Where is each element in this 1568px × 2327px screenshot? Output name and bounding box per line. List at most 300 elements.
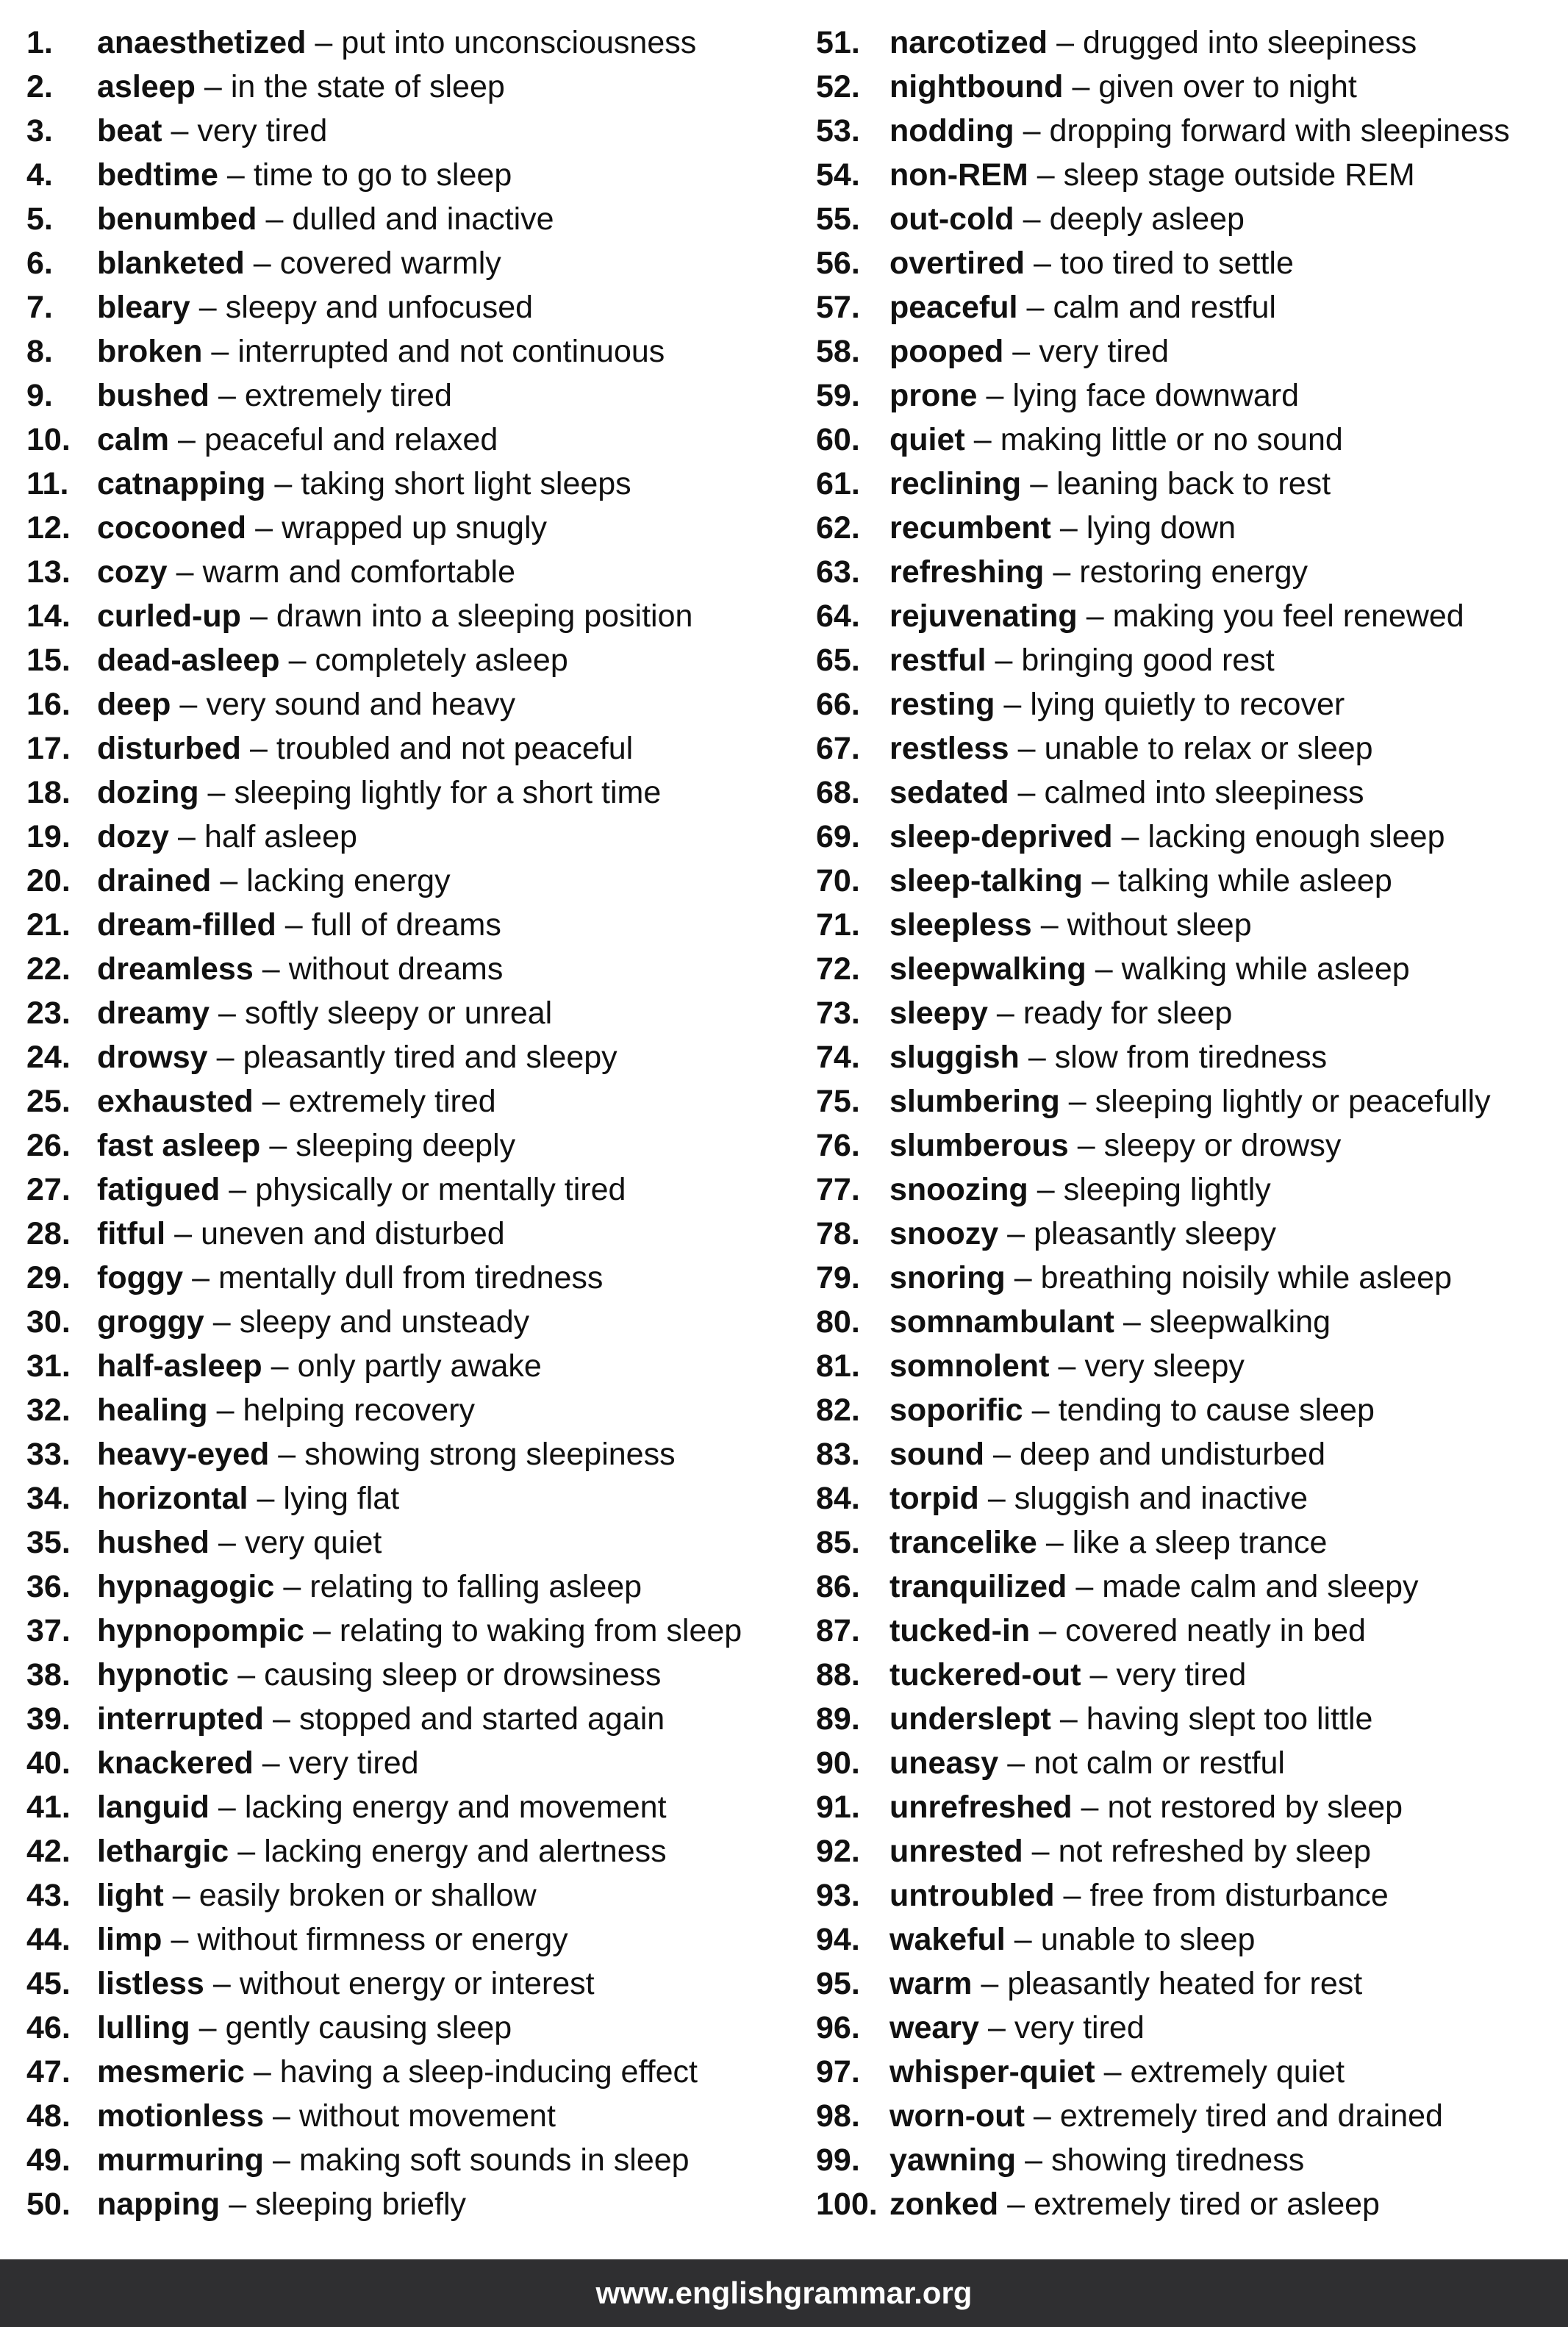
list-item bbox=[26, 1565, 742, 1609]
entry-separator: – bbox=[218, 1790, 236, 1825]
list-item bbox=[26, 21, 742, 65]
list-item bbox=[26, 991, 742, 1035]
entry-number: 23. bbox=[26, 996, 71, 1031]
entry-separator: – bbox=[269, 1128, 287, 1163]
list-item bbox=[26, 815, 742, 859]
entry-definition: without sleep bbox=[1067, 907, 1252, 943]
entry-separator: – bbox=[198, 290, 217, 325]
entry-definition: lacking energy bbox=[246, 863, 451, 898]
entry-definition: dulled and inactive bbox=[292, 201, 554, 237]
list-item bbox=[816, 197, 1510, 241]
entry-definition: helping recovery bbox=[243, 1393, 476, 1428]
entry-separator: – bbox=[257, 1481, 275, 1516]
entry-word: light bbox=[97, 1878, 164, 1913]
entry-number: 91. bbox=[816, 1790, 860, 1825]
entry-word: cozy bbox=[97, 554, 168, 590]
entry-number: 17. bbox=[26, 731, 71, 766]
list-item bbox=[26, 1035, 742, 1079]
entry-separator: – bbox=[207, 775, 226, 810]
entry-separator: – bbox=[1039, 1613, 1057, 1648]
entry-separator: – bbox=[218, 996, 236, 1031]
entry-number: 30. bbox=[26, 1304, 71, 1340]
entry-word: deep bbox=[97, 687, 171, 722]
entry-number: 3. bbox=[26, 113, 53, 149]
entry-number: 22. bbox=[26, 951, 71, 987]
entry-separator: – bbox=[981, 1966, 999, 2001]
entry-word: exhausted bbox=[97, 1084, 254, 1119]
entry-definition: peaceful and relaxed bbox=[204, 422, 498, 457]
list-item bbox=[26, 1609, 742, 1653]
list-item bbox=[26, 1785, 742, 1829]
entry-number: 58. bbox=[816, 334, 860, 369]
entry-definition: unable to relax or sleep bbox=[1044, 731, 1373, 766]
entry-separator: – bbox=[1037, 1172, 1055, 1207]
entry-number: 2. bbox=[26, 69, 53, 104]
entry-separator: – bbox=[993, 1437, 1011, 1472]
entry-separator: – bbox=[172, 1878, 190, 1913]
list-item bbox=[816, 1520, 1510, 1565]
entry-word: lulling bbox=[97, 2010, 190, 2045]
list-item bbox=[26, 2138, 742, 2182]
entry-word: hypnagogic bbox=[97, 1569, 275, 1604]
entry-number: 7. bbox=[26, 290, 53, 325]
entry-definition: deep and undisturbed bbox=[1019, 1437, 1325, 1472]
entry-number: 69. bbox=[816, 819, 860, 854]
entry-separator: – bbox=[212, 1966, 231, 2001]
list-item bbox=[26, 1917, 742, 1962]
entry-word: drained bbox=[97, 863, 212, 898]
entry-number: 94. bbox=[816, 1922, 860, 1957]
entry-definition: uneven and disturbed bbox=[201, 1216, 505, 1251]
entry-separator: – bbox=[1123, 1304, 1141, 1340]
list-item bbox=[26, 285, 742, 329]
list-item bbox=[26, 1300, 742, 1344]
entry-definition: sleeping deeply bbox=[296, 1128, 516, 1163]
entry-word: quiet bbox=[889, 422, 965, 457]
entry-number: 74. bbox=[816, 1040, 860, 1075]
list-item bbox=[26, 594, 742, 638]
entry-word: broken bbox=[97, 334, 203, 369]
entry-definition: physically or mentally tired bbox=[255, 1172, 626, 1207]
entry-number: 33. bbox=[26, 1437, 71, 1472]
word-list-left-column bbox=[26, 21, 742, 2226]
entry-number: 28. bbox=[26, 1216, 71, 1251]
entry-definition: like a sleep trance bbox=[1072, 1525, 1328, 1560]
entry-word: sound bbox=[889, 1437, 984, 1472]
entry-number: 38. bbox=[26, 1657, 71, 1692]
entry-number: 10. bbox=[26, 422, 71, 457]
list-item bbox=[816, 65, 1510, 109]
entry-separator: – bbox=[1103, 2054, 1122, 2090]
entry-separator: – bbox=[1059, 510, 1078, 546]
list-item bbox=[26, 506, 742, 550]
entry-number: 82. bbox=[816, 1393, 860, 1428]
entry-definition: ready for sleep bbox=[1023, 996, 1233, 1031]
entry-word: uneasy bbox=[889, 1745, 999, 1781]
entry-word: somnambulant bbox=[889, 1304, 1114, 1340]
entry-word: dozing bbox=[97, 775, 199, 810]
entry-separator: – bbox=[1017, 731, 1036, 766]
entry-number: 27. bbox=[26, 1172, 71, 1207]
entry-number: 85. bbox=[816, 1525, 860, 1560]
entry-definition: calm and restful bbox=[1053, 290, 1276, 325]
entry-separator: – bbox=[1063, 1878, 1081, 1913]
entry-separator: – bbox=[1086, 598, 1104, 634]
footer-bar bbox=[0, 2259, 1568, 2327]
entry-definition: talking while asleep bbox=[1117, 863, 1392, 898]
entry-word: restful bbox=[889, 643, 987, 678]
entry-number: 98. bbox=[816, 2098, 860, 2134]
entry-separator: – bbox=[253, 246, 271, 281]
entry-number: 21. bbox=[26, 907, 71, 943]
entry-word: refreshing bbox=[889, 554, 1045, 590]
entry-separator: – bbox=[253, 2054, 271, 2090]
entry-number: 13. bbox=[26, 554, 71, 590]
entry-number: 71. bbox=[816, 907, 860, 943]
entry-word: knackered bbox=[97, 1745, 254, 1781]
list-item bbox=[26, 1476, 742, 1520]
entry-separator: – bbox=[1028, 1040, 1046, 1075]
entry-number: 72. bbox=[816, 951, 860, 987]
entry-number: 14. bbox=[26, 598, 71, 634]
list-item bbox=[26, 638, 742, 682]
entry-number: 41. bbox=[26, 1790, 71, 1825]
entry-number: 18. bbox=[26, 775, 71, 810]
entry-separator: – bbox=[1081, 1790, 1099, 1825]
entry-definition: time to go to sleep bbox=[253, 157, 512, 193]
list-item bbox=[26, 153, 742, 197]
list-item bbox=[26, 1520, 742, 1565]
entry-separator: – bbox=[179, 687, 198, 722]
entry-number: 6. bbox=[26, 246, 53, 281]
entry-definition: extremely tired bbox=[288, 1084, 496, 1119]
entry-separator: – bbox=[1121, 819, 1139, 854]
entry-number: 36. bbox=[26, 1569, 71, 1604]
list-item bbox=[26, 65, 742, 109]
entry-number: 99. bbox=[816, 2142, 860, 2178]
entry-separator: – bbox=[1089, 1657, 1108, 1692]
entry-word: unrested bbox=[889, 1834, 1023, 1869]
list-item bbox=[816, 1256, 1510, 1300]
entry-separator: – bbox=[1030, 466, 1048, 501]
entry-definition: extremely quiet bbox=[1130, 2054, 1345, 2090]
entry-separator: – bbox=[1023, 201, 1041, 237]
entry-number: 90. bbox=[816, 1745, 860, 1781]
list-item bbox=[26, 1653, 742, 1697]
entry-separator: – bbox=[986, 378, 1004, 413]
entry-separator: – bbox=[1091, 863, 1109, 898]
entry-number: 65. bbox=[816, 643, 860, 678]
entry-definition: walking while asleep bbox=[1121, 951, 1410, 987]
entry-definition: very tired bbox=[1039, 334, 1170, 369]
footer-website-link[interactable]: www.englishgrammar.org bbox=[595, 2276, 973, 2310]
entry-word: benumbed bbox=[97, 201, 257, 237]
entry-word: catnapping bbox=[97, 466, 266, 501]
entry-number: 8. bbox=[26, 334, 53, 369]
entry-number: 43. bbox=[26, 1878, 71, 1913]
entry-separator: – bbox=[1031, 1834, 1050, 1869]
entry-word: recumbent bbox=[889, 510, 1051, 546]
entry-number: 50. bbox=[26, 2187, 71, 2222]
entry-definition: bringing good rest bbox=[1021, 643, 1275, 678]
entry-word: anaesthetized bbox=[97, 25, 307, 60]
list-item bbox=[816, 2138, 1510, 2182]
list-item bbox=[26, 726, 742, 771]
entry-definition: drugged into sleepiness bbox=[1083, 25, 1417, 60]
entry-word: sleep-deprived bbox=[889, 819, 1113, 854]
list-item bbox=[816, 594, 1510, 638]
entry-definition: interrupted and not continuous bbox=[237, 334, 665, 369]
list-item bbox=[26, 682, 742, 726]
entry-separator: – bbox=[176, 554, 194, 590]
entry-number: 66. bbox=[816, 687, 860, 722]
entry-separator: – bbox=[288, 643, 307, 678]
list-item bbox=[816, 638, 1510, 682]
entry-word: rejuvenating bbox=[889, 598, 1078, 634]
entry-word: listless bbox=[97, 1966, 204, 2001]
entry-definition: breathing noisily while asleep bbox=[1040, 1260, 1452, 1295]
entry-word: sleep-talking bbox=[889, 863, 1083, 898]
entry-separator: – bbox=[1007, 2187, 1025, 2222]
entry-definition: sluggish and inactive bbox=[1014, 1481, 1308, 1516]
entry-definition: unable to sleep bbox=[1040, 1922, 1256, 1957]
list-item bbox=[816, 1212, 1510, 1256]
entry-separator: – bbox=[1031, 1393, 1050, 1428]
list-item bbox=[26, 1256, 742, 1300]
entry-definition: showing strong sleepiness bbox=[304, 1437, 676, 1472]
entry-definition: warm and comfortable bbox=[202, 554, 515, 590]
entry-word: curled-up bbox=[97, 598, 241, 634]
entry-definition: made calm and sleepy bbox=[1102, 1569, 1419, 1604]
entry-number: 64. bbox=[816, 598, 860, 634]
entry-definition: making you feel renewed bbox=[1112, 598, 1464, 634]
entry-word: hypnotic bbox=[97, 1657, 229, 1692]
entry-separator: – bbox=[171, 1922, 189, 1957]
entry-number: 77. bbox=[816, 1172, 860, 1207]
entry-word: trancelike bbox=[889, 1525, 1037, 1560]
entry-definition: drawn into a sleeping position bbox=[276, 598, 693, 634]
entry-separator: – bbox=[1017, 775, 1036, 810]
entry-number: 46. bbox=[26, 2010, 71, 2045]
entry-definition: very sleepy bbox=[1084, 1348, 1245, 1384]
entry-definition: showing tiredness bbox=[1051, 2142, 1305, 2178]
entry-definition: without dreams bbox=[288, 951, 504, 987]
entry-definition: sleeping lightly for a short time bbox=[234, 775, 662, 810]
entry-word: hypnopompic bbox=[97, 1613, 304, 1648]
entry-number: 84. bbox=[816, 1481, 860, 1516]
list-item bbox=[26, 1829, 742, 1873]
list-item bbox=[816, 1300, 1510, 1344]
entry-word: sleepwalking bbox=[889, 951, 1086, 987]
list-item bbox=[816, 1741, 1510, 1785]
entry-word: bleary bbox=[97, 290, 190, 325]
entry-number: 47. bbox=[26, 2054, 71, 2090]
entry-word: sleepless bbox=[889, 907, 1032, 943]
entry-word: non-REM bbox=[889, 157, 1028, 193]
entry-definition: lacking energy and movement bbox=[244, 1790, 667, 1825]
word-list-right-column bbox=[816, 21, 1510, 2226]
entry-separator: – bbox=[1033, 2098, 1051, 2134]
entry-number: 63. bbox=[816, 554, 860, 590]
entry-separator: – bbox=[1045, 1525, 1064, 1560]
entry-definition: lying quietly to recover bbox=[1030, 687, 1345, 722]
entry-number: 31. bbox=[26, 1348, 71, 1384]
entry-separator: – bbox=[1026, 290, 1045, 325]
entry-definition: pleasantly sleepy bbox=[1034, 1216, 1276, 1251]
entry-separator: – bbox=[1034, 246, 1051, 281]
entry-word: out-cold bbox=[889, 201, 1014, 237]
entry-word: somnolent bbox=[889, 1348, 1050, 1384]
entry-separator: – bbox=[1075, 1569, 1094, 1604]
entry-word: healing bbox=[97, 1393, 208, 1428]
entry-word: weary bbox=[889, 2010, 979, 2045]
entry-word: reclining bbox=[889, 466, 1022, 501]
entry-word: bushed bbox=[97, 378, 210, 413]
list-item bbox=[816, 21, 1510, 65]
list-item bbox=[816, 903, 1510, 947]
entry-number: 44. bbox=[26, 1922, 71, 1957]
entry-number: 5. bbox=[26, 201, 53, 237]
entry-separator: – bbox=[1077, 1128, 1095, 1163]
entry-word: mesmeric bbox=[97, 2054, 245, 2090]
entry-number: 67. bbox=[816, 731, 860, 766]
entry-number: 97. bbox=[816, 2054, 860, 2090]
entry-definition: covered warmly bbox=[279, 246, 501, 281]
entry-number: 54. bbox=[816, 157, 860, 193]
entry-word: dozy bbox=[97, 819, 169, 854]
list-item bbox=[816, 462, 1510, 506]
entry-separator: – bbox=[278, 1437, 296, 1472]
entry-definition: sleepy or drowsy bbox=[1103, 1128, 1342, 1163]
entry-separator: – bbox=[171, 113, 189, 149]
entry-separator: – bbox=[249, 731, 268, 766]
entry-definition: lying down bbox=[1086, 510, 1236, 546]
entry-definition: very tired bbox=[288, 1745, 419, 1781]
entry-word: asleep bbox=[97, 69, 196, 104]
list-item bbox=[26, 2094, 742, 2138]
entry-number: 49. bbox=[26, 2142, 71, 2178]
list-item bbox=[816, 506, 1510, 550]
entry-word: drowsy bbox=[97, 1040, 208, 1075]
list-item bbox=[26, 550, 742, 594]
entry-definition: stopped and started again bbox=[298, 1701, 665, 1737]
entry-separator: – bbox=[218, 1525, 236, 1560]
entry-word: horizontal bbox=[97, 1481, 248, 1516]
entry-word: blanketed bbox=[97, 246, 245, 281]
entry-number: 48. bbox=[26, 2098, 71, 2134]
list-item bbox=[26, 373, 742, 418]
entry-number: 95. bbox=[816, 1966, 860, 2001]
entry-separator: – bbox=[1037, 157, 1055, 193]
list-item bbox=[26, 1388, 742, 1432]
list-item bbox=[816, 991, 1510, 1035]
entry-definition: without firmness or energy bbox=[197, 1922, 568, 1957]
list-item bbox=[26, 947, 742, 991]
entry-word: murmuring bbox=[97, 2142, 264, 2178]
list-item bbox=[26, 1212, 742, 1256]
entry-word: wakeful bbox=[889, 1922, 1006, 1957]
entry-word: slumberous bbox=[889, 1128, 1069, 1163]
list-item bbox=[816, 241, 1510, 285]
entry-separator: – bbox=[262, 1084, 280, 1119]
entry-number: 26. bbox=[26, 1128, 71, 1163]
list-item bbox=[816, 1168, 1510, 1212]
entry-separator: – bbox=[1095, 951, 1113, 987]
list-item bbox=[816, 947, 1510, 991]
entry-word: sedated bbox=[889, 775, 1009, 810]
entry-separator: – bbox=[249, 598, 268, 634]
entry-number: 87. bbox=[816, 1613, 860, 1648]
list-item bbox=[26, 418, 742, 462]
entry-word: napping bbox=[97, 2187, 221, 2222]
entry-number: 11. bbox=[26, 466, 69, 501]
entry-definition: relating to falling asleep bbox=[309, 1569, 642, 1604]
entry-number: 16. bbox=[26, 687, 71, 722]
entry-separator: – bbox=[1056, 25, 1074, 60]
entry-definition: given over to night bbox=[1098, 69, 1357, 104]
entry-word: narcotized bbox=[889, 25, 1048, 60]
entry-word: beat bbox=[97, 113, 162, 149]
entry-separator: – bbox=[212, 1304, 231, 1340]
list-item bbox=[816, 153, 1510, 197]
entry-number: 9. bbox=[26, 378, 53, 413]
entry-number: 70. bbox=[816, 863, 860, 898]
entry-number: 34. bbox=[26, 1481, 71, 1516]
entry-word: lethargic bbox=[97, 1834, 229, 1869]
entry-definition: completely asleep bbox=[315, 643, 568, 678]
entry-word: half-asleep bbox=[97, 1348, 262, 1384]
entry-number: 29. bbox=[26, 1260, 71, 1295]
entry-number: 32. bbox=[26, 1393, 71, 1428]
list-item bbox=[816, 1035, 1510, 1079]
entry-number: 61. bbox=[816, 466, 860, 501]
entry-separator: – bbox=[174, 1216, 193, 1251]
entry-word: underslept bbox=[889, 1701, 1051, 1737]
list-item bbox=[26, 2050, 742, 2094]
entry-separator: – bbox=[1058, 1348, 1076, 1384]
entry-number: 15. bbox=[26, 643, 71, 678]
list-item bbox=[816, 1476, 1510, 1520]
entry-definition: lacking enough sleep bbox=[1148, 819, 1445, 854]
list-item bbox=[816, 109, 1510, 153]
list-item bbox=[816, 1079, 1510, 1123]
entry-word: snoozy bbox=[889, 1216, 999, 1251]
entry-number: 79. bbox=[816, 1260, 860, 1295]
entry-definition: causing sleep or drowsiness bbox=[264, 1657, 662, 1692]
entry-number: 35. bbox=[26, 1525, 71, 1560]
entry-word: nightbound bbox=[889, 69, 1064, 104]
entry-number: 68. bbox=[816, 775, 860, 810]
entry-separator: – bbox=[192, 1260, 210, 1295]
entry-number: 96. bbox=[816, 2010, 860, 2045]
entry-definition: sleeping lightly or peacefully bbox=[1095, 1084, 1491, 1119]
entry-word: fatigued bbox=[97, 1172, 221, 1207]
list-item bbox=[816, 2182, 1510, 2226]
list-item bbox=[26, 462, 742, 506]
entry-definition: making soft sounds in sleep bbox=[298, 2142, 690, 2178]
entry-definition: very sound and heavy bbox=[206, 687, 516, 722]
entry-word: motionless bbox=[97, 2098, 264, 2134]
entry-definition: wrapped up snugly bbox=[282, 510, 548, 546]
entry-word: restless bbox=[889, 731, 1009, 766]
entry-separator: – bbox=[284, 907, 303, 943]
entry-number: 81. bbox=[816, 1348, 860, 1384]
entry-number: 19. bbox=[26, 819, 71, 854]
entry-separator: – bbox=[177, 819, 196, 854]
entry-definition: half asleep bbox=[204, 819, 357, 854]
list-item bbox=[816, 1653, 1510, 1697]
entry-number: 75. bbox=[816, 1084, 860, 1119]
